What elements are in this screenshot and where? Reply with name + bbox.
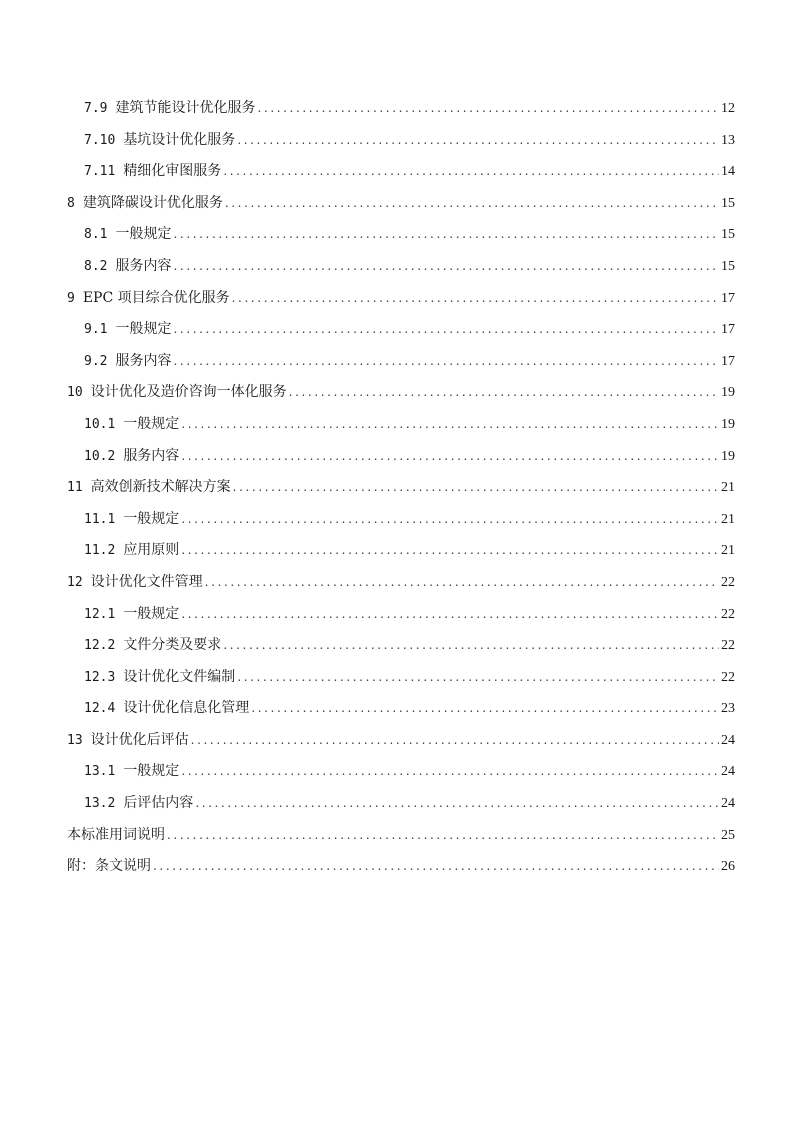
toc-entry-page: 24 — [721, 732, 735, 748]
toc-entry-number: 11 — [67, 480, 83, 496]
toc-entry-title: 一般规定 — [123, 415, 180, 432]
toc-entry-number: 8.2 — [84, 258, 108, 274]
toc-entry-label — [67, 377, 287, 409]
toc-entry-label — [84, 630, 221, 662]
toc-entry-label — [67, 725, 189, 757]
toc-entry-label — [84, 156, 221, 188]
toc-entry-title: 一般规定 — [115, 226, 172, 243]
toc-entry-page: 14 — [721, 164, 735, 180]
toc-entry-11[interactable] — [67, 472, 735, 504]
toc-entry-page: 22 — [721, 638, 735, 654]
toc-entry-10-2[interactable] — [67, 441, 735, 473]
toc-entry-13-2[interactable] — [67, 788, 735, 820]
toc-entry-8[interactable] — [67, 188, 735, 220]
toc-dot-leader — [223, 630, 719, 662]
toc-entry-title: 服务内容 — [123, 447, 180, 464]
toc-entry-page: 22 — [721, 606, 735, 622]
toc-entry-page: 21 — [721, 511, 735, 527]
toc-entry-7-10[interactable] — [67, 125, 735, 157]
toc-entry-terms[interactable] — [67, 820, 735, 852]
toc-dot-leader — [181, 756, 719, 788]
toc-entry-number: 7.10 — [84, 132, 116, 148]
toc-entry-label — [84, 504, 179, 536]
toc-entry-11-1[interactable] — [67, 504, 735, 536]
toc-dot-leader — [173, 346, 719, 378]
toc-dot-leader — [233, 472, 719, 504]
toc-entry-label — [67, 851, 151, 883]
toc-entry-page: 17 — [721, 290, 735, 306]
toc-entry-number: 13 — [67, 732, 83, 748]
toc-entry-page: 22 — [721, 574, 735, 590]
toc-dot-leader — [181, 535, 719, 567]
toc-entry-10[interactable] — [67, 377, 735, 409]
toc-entry-page: 19 — [721, 448, 735, 464]
toc-dot-leader — [195, 788, 719, 820]
toc-entry-label — [84, 535, 179, 567]
toc-entry-page: 24 — [721, 764, 735, 780]
toc-entry-label — [67, 283, 230, 315]
toc-entry-7-11[interactable] — [67, 156, 735, 188]
toc-entry-title: 设计优化文件编制 — [123, 668, 236, 685]
toc-entry-number: 12.3 — [84, 669, 116, 685]
toc-entry-title: 高效创新技术解决方案 — [90, 479, 231, 496]
toc-entry-title: 一般规定 — [123, 763, 180, 780]
toc-entry-label — [67, 567, 203, 599]
toc-entry-12-2[interactable] — [67, 630, 735, 662]
toc-entry-label — [67, 188, 223, 220]
toc-entry-label — [84, 219, 171, 251]
toc-entry-page: 21 — [721, 543, 735, 559]
toc-entry-title: 基坑设计优化服务 — [123, 131, 236, 148]
toc-entry-label — [84, 93, 255, 125]
toc-entry-number: 10.1 — [84, 416, 116, 432]
toc-entry-page: 21 — [721, 480, 735, 496]
toc-dot-leader — [153, 851, 719, 883]
toc-entry-label — [84, 599, 179, 631]
toc-entry-label — [84, 662, 235, 694]
toc-entry-9-1[interactable] — [67, 314, 735, 346]
toc-entry-label — [84, 125, 235, 157]
toc-entry-number: 9 — [67, 290, 75, 306]
toc-dot-leader — [232, 283, 719, 315]
toc-entry-12-4[interactable] — [67, 693, 735, 725]
toc-entry-page: 19 — [721, 385, 735, 401]
toc-entry-8-2[interactable] — [67, 251, 735, 283]
toc-entry-title: 精细化审图服务 — [123, 163, 222, 180]
toc-dot-leader — [181, 599, 719, 631]
toc-entry-number: 12.2 — [84, 638, 116, 654]
toc-entry-page: 17 — [721, 322, 735, 338]
toc-entry-title: 文件分类及要求 — [123, 637, 222, 654]
toc-entry-appendix[interactable] — [67, 851, 735, 883]
toc-entry-9-2[interactable] — [67, 346, 735, 378]
toc-dot-leader — [167, 820, 719, 852]
toc-entry-title: 服务内容 — [115, 352, 172, 369]
toc-entry-label — [84, 251, 171, 283]
toc-dot-leader — [205, 567, 719, 599]
toc-entry-number: 13.1 — [84, 764, 116, 780]
toc-entry-title: 后评估内容 — [123, 795, 194, 812]
toc-entry-13[interactable] — [67, 725, 735, 757]
toc-entry-title: 设计优化及造价咨询一体化服务 — [90, 384, 287, 401]
toc-entry-13-1[interactable] — [67, 756, 735, 788]
toc-dot-leader — [237, 125, 719, 157]
toc-entry-number: 9.1 — [84, 322, 108, 338]
toc-entry-title: 附：条文说明 — [67, 858, 151, 875]
toc-entry-10-1[interactable] — [67, 409, 735, 441]
toc-entry-number: 11.1 — [84, 511, 116, 527]
toc-entry-page: 23 — [721, 701, 735, 717]
toc-entry-title: EPC 项目综合优化服务 — [82, 289, 230, 306]
toc-entry-number: 11.2 — [84, 543, 116, 559]
toc-entry-number: 12.4 — [84, 701, 116, 717]
toc-entry-title: 本标准用词说明 — [67, 826, 165, 843]
toc-entry-page: 15 — [721, 195, 735, 211]
toc-entry-11-2[interactable] — [67, 535, 735, 567]
toc-entry-label — [84, 693, 249, 725]
toc-entry-number: 7.9 — [84, 101, 108, 116]
toc-entry-label — [84, 756, 179, 788]
toc-entry-number: 13.2 — [84, 796, 116, 812]
toc-entry-8-1[interactable] — [67, 219, 735, 251]
toc-dot-leader — [237, 662, 719, 694]
table-of-contents — [67, 93, 735, 883]
toc-entry-number: 7.11 — [84, 164, 116, 180]
toc-entry-number: 12 — [67, 574, 83, 590]
toc-entry-page: 22 — [721, 669, 735, 685]
toc-dot-leader — [173, 251, 719, 283]
toc-dot-leader — [223, 156, 719, 188]
toc-entry-title: 设计优化文件管理 — [90, 573, 203, 590]
toc-dot-leader — [181, 504, 719, 536]
toc-entry-page: 15 — [721, 258, 735, 274]
toc-entry-page: 12 — [721, 101, 735, 116]
toc-entry-12-3[interactable] — [67, 662, 735, 694]
toc-entry-label — [67, 820, 165, 852]
toc-entry-label — [84, 409, 179, 441]
toc-entry-label — [84, 314, 171, 346]
toc-entry-label — [67, 472, 231, 504]
toc-dot-leader — [181, 441, 719, 473]
toc-entry-page: 19 — [721, 416, 735, 432]
toc-dot-leader — [173, 219, 719, 251]
toc-entry-number: 8 — [67, 195, 75, 211]
toc-entry-label — [84, 346, 171, 378]
toc-dot-leader — [181, 409, 719, 441]
toc-dot-leader — [225, 188, 719, 220]
toc-dot-leader — [173, 314, 719, 346]
toc-entry-page: 25 — [721, 827, 735, 843]
toc-entry-title: 一般规定 — [123, 605, 180, 622]
toc-entry-7-9[interactable] — [67, 93, 735, 125]
toc-entry-page: 17 — [721, 353, 735, 369]
toc-entry-title: 服务内容 — [115, 257, 172, 274]
toc-entry-page: 15 — [721, 227, 735, 243]
toc-entry-number: 10 — [67, 385, 83, 401]
toc-entry-number: 8.1 — [84, 227, 108, 243]
toc-entry-page: 13 — [721, 132, 735, 148]
toc-entry-title: 应用原则 — [123, 542, 180, 559]
toc-entry-number: 12.1 — [84, 606, 116, 622]
toc-dot-leader — [191, 725, 719, 757]
toc-entry-title: 设计优化信息化管理 — [123, 700, 250, 717]
toc-entry-title: 一般规定 — [115, 321, 172, 338]
toc-entry-12[interactable] — [67, 567, 735, 599]
toc-entry-title: 建筑降碳设计优化服务 — [82, 194, 223, 211]
toc-dot-leader — [251, 693, 719, 725]
toc-dot-leader — [257, 93, 719, 125]
toc-entry-page: 24 — [721, 796, 735, 812]
toc-entry-title: 设计优化后评估 — [90, 731, 189, 748]
toc-entry-label — [84, 441, 179, 473]
toc-entry-number: 10.2 — [84, 448, 116, 464]
toc-entry-title: 一般规定 — [123, 510, 180, 527]
toc-entry-page: 26 — [721, 859, 735, 875]
toc-entry-label — [84, 788, 193, 820]
toc-entry-12-1[interactable] — [67, 599, 735, 631]
toc-entry-number: 9.2 — [84, 353, 108, 369]
toc-entry-title: 建筑节能设计优化服务 — [115, 100, 256, 116]
toc-entry-9[interactable] — [67, 283, 735, 315]
toc-dot-leader — [289, 377, 719, 409]
